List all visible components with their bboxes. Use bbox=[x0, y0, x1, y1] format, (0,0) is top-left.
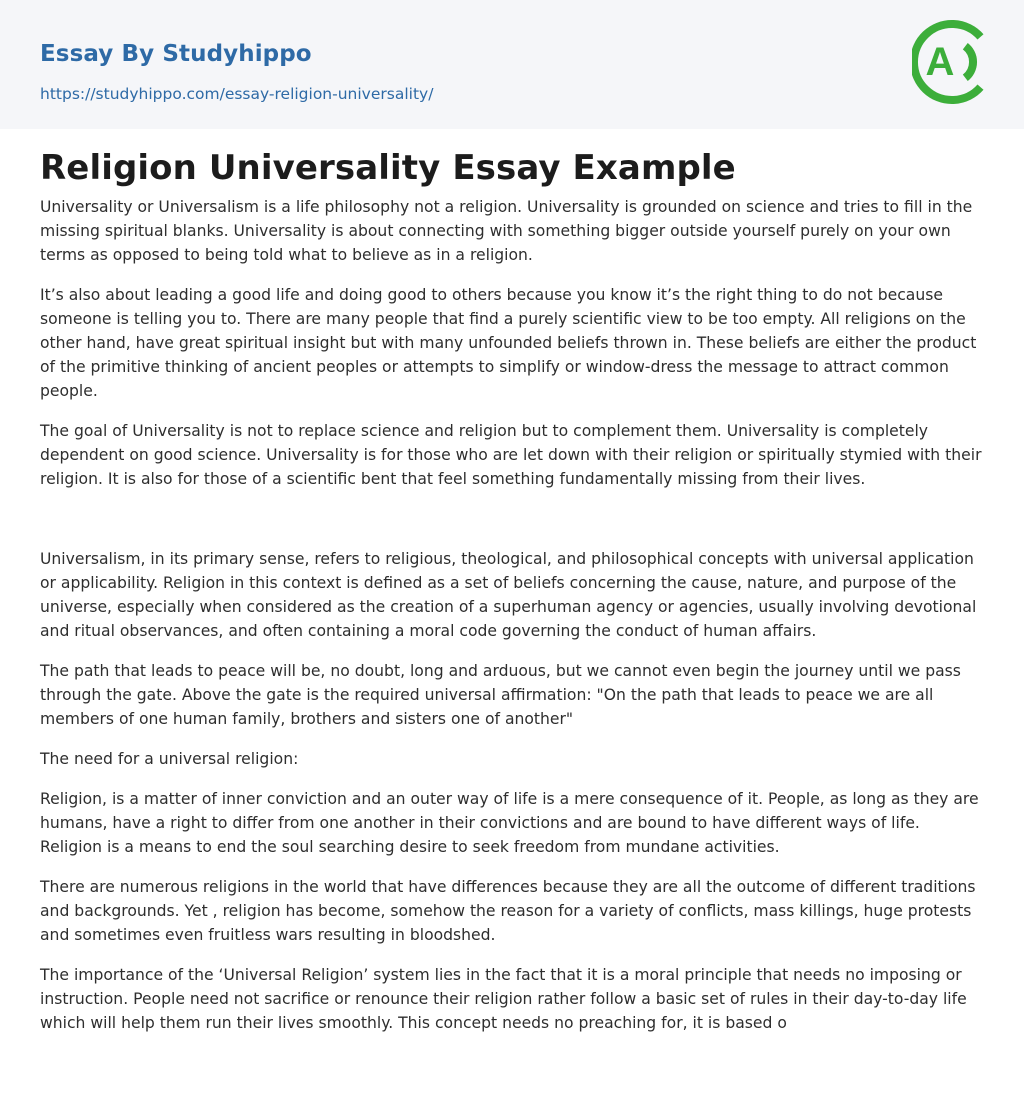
page-title: Religion Universality Essay Example bbox=[40, 148, 736, 188]
paragraph: There are numerous religions in the world that have differences because they are all the outcome of different traditions and backgrounds. Yet , religion has become, somehow the reason for a variety of conflicts, mass killings, huge protests and sometimes even fruitless wars resulting in bloodshed. bbox=[40, 878, 976, 944]
paragraph: The path that leads to peace will be, no doubt, long and arduous, but we cannot even begin the journey until we pass through the gate. Above the gate is the required universal affirmation: "On the path that leads to peace we are all members of one human family, brothers and sisters one of another" bbox=[40, 662, 961, 728]
paragraph: It’s also about leading a good life and doing good to others because you know it’s the right thing to do not because someone is telling you to. There are many people that find a purely scientific view to be too empty. All religions on the other hand, have great spiritual insight but with many unfounded beliefs thrown in. These beliefs are either the product of the primitive thinking of ancient peoples or attempts to simplify or window-dress the message to attract common people. bbox=[40, 286, 977, 400]
article bbox=[0, 129, 1024, 1035]
brand-title[interactable]: Essay By Studyhippo bbox=[40, 41, 312, 67]
paragraph: Universality or Universalism is a life philosophy not a religion. Universality is grounded on science and tries to fill in the missing spiritual blanks. Universality is about connecting with something bigger outside yourself purely on your own terms as opposed to being told what to believe as in a religion. bbox=[40, 198, 973, 264]
paragraph: The importance of the ‘Universal Religion’ system lies in the fact that it is a moral principle that needs no imposing or instruction. People need not sacrifice or renounce their religion rather follow a basic set of rules in their day-to-day life which will help them run their lives smoothly. This concept needs no preaching for, it is based o bbox=[40, 966, 967, 1032]
section-spacer bbox=[40, 507, 984, 547]
studyhippo-logo-icon[interactable] bbox=[912, 18, 988, 106]
paragraph: The goal of Universality is not to replace science and religion but to complement them. Universality is completely dependent on good science. Universality is for those who are let down with their religion or spiritually stymied with their religion. It is also for those of a scientific bent that feel something fundamentally missing from their lives. bbox=[40, 422, 982, 488]
essay-url-link[interactable]: https://studyhippo.com/essay-religion-universality/ bbox=[40, 85, 434, 103]
paragraph: Universalism, in its primary sense, refers to religious, theological, and philosophical concepts with universal application or applicability. Religion in this context is defined as a set of beliefs concerning the cause, nature, and purpose of the universe, especially when considered as the creation of a superhuman agency or agencies, usually involving devotional and ritual observances, and often containing a moral code governing the conduct of human affairs. bbox=[40, 550, 977, 640]
paragraph: Religion, is a matter of inner conviction and an outer way of life is a mere consequence of it. People, as long as they are humans, have a right to differ from one another in their convictions and are bound to have different ways of life. Religion is a means to end the soul searching desire to seek freedom from mundane activities. bbox=[40, 790, 979, 856]
site-header bbox=[0, 0, 1024, 129]
section-heading: The need for a universal religion: bbox=[40, 750, 299, 768]
logo-letter: A bbox=[925, 40, 955, 84]
